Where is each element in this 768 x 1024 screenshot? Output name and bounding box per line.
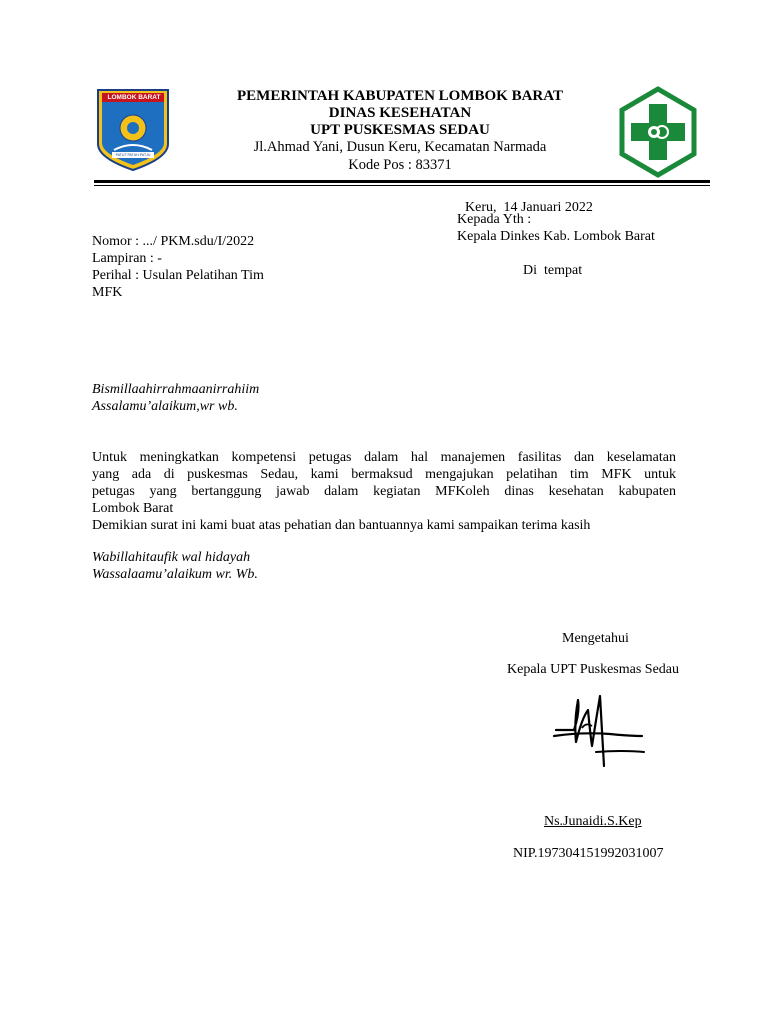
closing-salam: Wassalaamu’alaikum wr. Wb. <box>92 567 258 582</box>
header-postcode: Kode Pos : 83371 <box>348 157 452 173</box>
opening-greeting: Assalamu’alaikum,wr wb. <box>92 399 238 414</box>
opening-bismillah: Bismillaahirrahmaanirrahiim <box>92 382 260 397</box>
recipient-name: Kepala Dinkes Kab. Lombok Barat <box>457 229 655 244</box>
body-line-4: Lombok Barat <box>92 501 174 516</box>
body-line-5: Demikian surat ini kami buat atas pehatian dan bantuannya kami sampaikan terima kasih <box>92 518 591 533</box>
sign-nip: NIP.197304151992031007 <box>513 846 664 861</box>
letter-subject-continued: MFK <box>92 285 123 300</box>
header-department: DINAS KESEHATAN <box>328 105 472 121</box>
lombok-barat-crest-logo <box>96 88 170 172</box>
header-address: Jl.Ahmad Yani, Dusun Keru, Kecamatan Narmada <box>253 139 547 155</box>
body-line-2: yang ada di puskesmas Sedau, kami bermaksud mengajukan pelatihan tim MFK untuk <box>92 467 676 482</box>
letter-attachment: Lampiran : - <box>92 251 162 266</box>
letter-date: Keru, 14 Januari 2022 <box>465 200 593 215</box>
letter-subject: Perihal : Usulan Pelatihan Tim <box>92 268 264 283</box>
recipient-intro: Kepada Yth : <box>457 212 532 227</box>
sign-title: Kepala UPT Puskesmas Sedau <box>507 662 679 677</box>
recipient-place: Di tempat <box>523 263 583 278</box>
header-government: PEMERINTAH KABUPATEN LOMBOK BARAT <box>237 88 563 104</box>
letter-number: Nomor : .../ PKM.sdu/I/2022 <box>92 234 255 249</box>
body-line-3: petugas yang bertanggung jawab dalam kegiatan MFKoleh dinas kesehatan kabupaten <box>92 484 676 499</box>
handwritten-signature <box>552 692 648 768</box>
closing-wabillahi: Wabillahitaufik wal hidayah <box>92 550 251 565</box>
puskesmas-cross-logo <box>618 86 698 178</box>
body-line-1: Untuk meningkatkan kompetensi petugas dalam hal manajemen fasilitas dan keselamatan <box>92 450 676 465</box>
sign-acknowledge: Mengetahui <box>562 631 629 646</box>
crest-banner-text: LOMBOK BARAT <box>107 94 161 101</box>
header-divider-thin <box>94 185 710 186</box>
header-divider <box>94 180 710 183</box>
sign-name: Ns.Junaidi.S.Kep <box>544 814 642 829</box>
crest-motto-text: PATUT PATUH PATJU <box>115 153 151 157</box>
header-unit: UPT PUSKESMAS SEDAU <box>310 122 490 138</box>
